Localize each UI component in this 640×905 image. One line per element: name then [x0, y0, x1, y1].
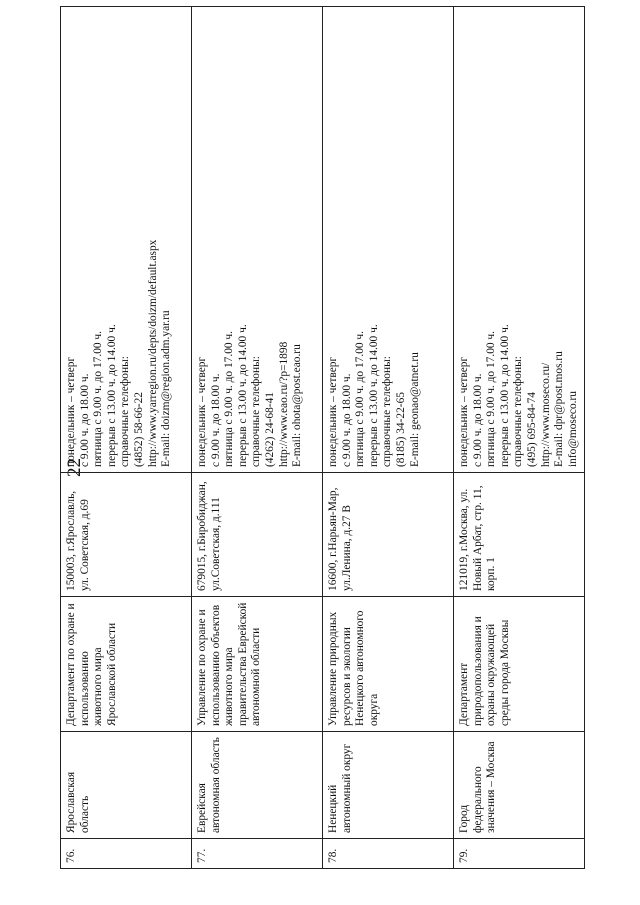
- hours-line: пятница с 9.00 ч. до 17.00 ч.: [223, 330, 236, 467]
- phone-number: (4852) 58-66-22: [132, 392, 145, 467]
- table-row: [192, 7, 323, 869]
- contacts-table: [60, 6, 585, 869]
- phone-number: (495) 695-84-74: [525, 392, 538, 467]
- hours-line: понедельник – четверг: [327, 356, 339, 467]
- hours-line: с 9.00 ч. до 18.00 ч.: [340, 373, 353, 467]
- department-cell: Департамент по охране и использованию животного мира Ярославской области: [61, 597, 192, 732]
- hours-line: понедельник – четверг: [65, 356, 77, 467]
- region-cell: Еврейская автономная область: [192, 732, 323, 839]
- row-number: 76.: [61, 839, 192, 869]
- hours-line: с 9.00 ч. до 18.00 ч.: [471, 373, 484, 467]
- phones-label: справочные телефоны:: [381, 356, 394, 467]
- hours-line: понедельник – четверг: [458, 356, 470, 467]
- website-link[interactable]: http://www.eao.ru/?p=1898: [277, 341, 290, 467]
- row-number: 77.: [192, 839, 323, 869]
- phone-number: (8185) 34-22-65: [394, 392, 407, 467]
- department-cell: Управление природных ресурсов и экологии Ненецкого автономного округа: [323, 597, 454, 732]
- hours-line: с 9.00 ч. до 18.00 ч.: [209, 373, 222, 467]
- row-number: 78.: [323, 839, 454, 869]
- table-row: [61, 7, 192, 869]
- break-line: перерыв с 13.00 ч. до 14.00 ч.: [498, 324, 511, 467]
- break-line: перерыв с 13.00 ч. до 14.00 ч.: [236, 324, 249, 467]
- contacts-cell: [61, 7, 192, 473]
- email-link[interactable]: E-mail: geonao@atnet.ru: [408, 352, 421, 467]
- phones-label: справочные телефоны:: [250, 356, 263, 467]
- contacts-cell: [454, 7, 585, 473]
- address-cell: 679015, г.Биробиджан, ул.Советская, д.111: [192, 473, 323, 597]
- phones-label: справочные телефоны:: [512, 356, 525, 467]
- email-link[interactable]: info@moseco.ru: [566, 391, 579, 467]
- email-link[interactable]: E-mail: doizm@region.adm.yar.ru: [160, 310, 173, 467]
- email-link[interactable]: E-mail: ohota@post.eao.ru: [291, 344, 304, 467]
- hours-line: пятница с 9.00 ч. до 17.00 ч.: [92, 330, 105, 467]
- department-cell: Управление по охране и использованию объектов животного мира правительства Еврейской автономной области: [192, 597, 323, 732]
- address-cell: 121019, г.Москва, ул. Новый Арбат, стр. 11, корп. 1: [454, 473, 585, 597]
- row-number: 79.: [454, 839, 585, 869]
- hours-line: с 9.00 ч. до 18.00 ч.: [78, 373, 91, 467]
- table-row: [454, 7, 585, 869]
- phones-label: справочные телефоны:: [119, 356, 132, 467]
- email-link[interactable]: E-mail: dpr@post.mos.ru: [553, 351, 566, 467]
- region-cell: Ярославская область: [61, 732, 192, 839]
- website-link[interactable]: http://www.yarregion.ru/depts/doizm/default.aspx: [146, 239, 159, 467]
- contacts-cell: [192, 7, 323, 473]
- break-line: перерыв с 13.00 ч. до 14.00 ч.: [105, 324, 118, 467]
- hours-line: пятница с 9.00 ч. до 17.00 ч.: [485, 330, 498, 467]
- page-number: 22: [64, 458, 85, 477]
- hours-line: понедельник – четверг: [196, 356, 208, 467]
- address-cell: 16600, г.Нарьян-Мар, ул.Ленина, д.27 В: [323, 473, 454, 597]
- region-cell: Город федерального значения – Москва: [454, 732, 585, 839]
- break-line: перерыв с 13.00 ч. до 14.00 ч.: [367, 324, 380, 467]
- website-link[interactable]: http://www.moseco.ru/: [539, 362, 552, 467]
- department-cell: Департамент природопользования и охраны окружающей среды города Москвы: [454, 597, 585, 732]
- table-row: [323, 7, 454, 869]
- phone-number: (4262) 24-68-41: [263, 392, 276, 467]
- contacts-cell: [323, 7, 454, 473]
- hours-line: пятница с 9.00 ч. до 17.00 ч.: [354, 330, 367, 467]
- region-cell: Ненецкий автономный округ: [323, 732, 454, 839]
- address-cell: 150003, г.Ярославль, ул. Советская, д.69: [61, 473, 192, 597]
